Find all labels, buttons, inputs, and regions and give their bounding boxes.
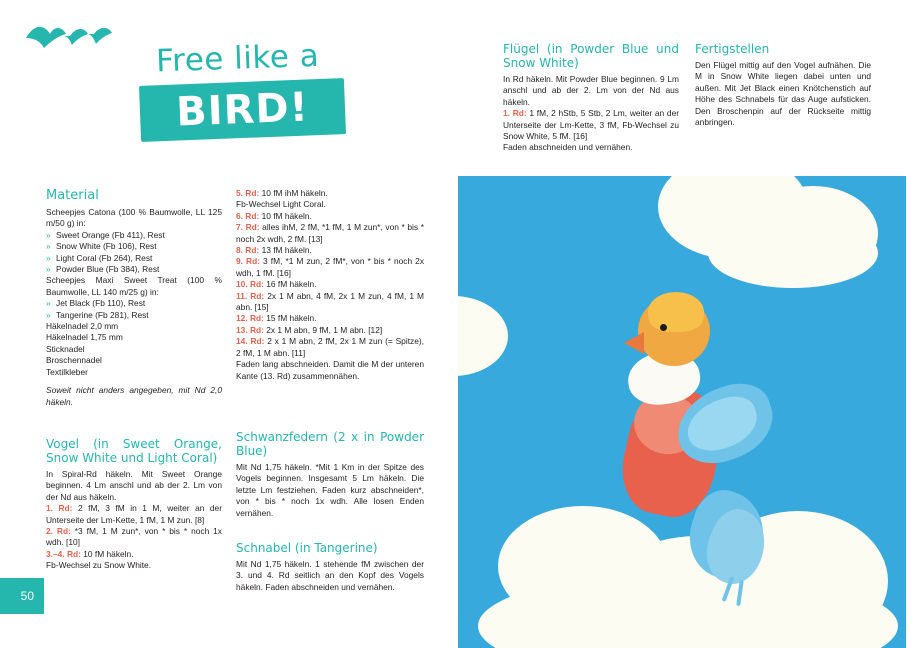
material-intro-2: Scheepjes Maxi Sweet Treat (100 % Baumwolle, LL 140 m/25 g) in: [46,275,222,297]
list-item: » Light Coral (Fb 264), Rest [46,253,222,264]
title-badge [139,78,346,142]
row-label: 10. Rd: [236,279,264,290]
rows-closing: Faden lang abschneiden. Damit die M der unteren Kante (13. Rd) zusammennähen. [236,359,424,381]
row-text: 10 fM häkeln. [80,548,134,559]
row-label: 6. Rd: [236,210,260,221]
page-title [140,38,470,138]
title-line-1: Free like a [155,37,320,80]
schwanzfedern-body: Mit Nd 1,75 häkeln. *Mit 1 Km in der Spitze des Vogels beginnen. Insgesamt 5 Lm häkeln. Die letzte Lm festziehen. Faden kurz abschneiden*, von * bis * noch 1x wdh. Alle losen Enden vernähen. [236,462,424,518]
fertigstellen-section [695,42,871,128]
vogel-section [46,437,222,572]
material-heading: Material [46,188,99,203]
row-label: 11. Rd: [236,290,265,301]
row-text: 2 x 1 M abn, 2 fM, 2x 1 M zun (= Spitze), 2 fM, 1 M abn. [11] [236,336,424,358]
cloud-shape [458,296,508,376]
list-item: » Sweet Orange (Fb 411), Rest [46,230,222,241]
list-item: » Tangerine (Fb 281), Rest [46,310,222,321]
row-entry [236,256,424,279]
list-item: » Jet Black (Fb 110), Rest [46,298,222,309]
fluegel-heading: Flügel (in Powder Blue und Snow White) [503,42,679,70]
row-entry [236,188,424,199]
row-label: 7. Rd: [236,222,260,233]
material-tool-2: Sticknadel [46,343,85,354]
bird-beak [624,332,644,354]
row-label: 1. Rd: [46,503,73,514]
vogel-row-2 [46,526,222,549]
vogel-row-3 [46,549,222,560]
material-note: Soweit nicht anders angegeben, mit Nd 2,0 häkeln. [46,385,222,407]
schnabel-heading: Schnabel (in Tangerine) [236,541,378,555]
row-text: 16 fM häkeln. [263,279,317,290]
fluegel-section [503,42,679,154]
row-text: *3 fM, 1 M zun*, von * bis * noch 1x wdh. [10] [46,526,222,548]
fluegel-closing: Faden abschneiden und vernähen. [503,142,633,153]
fertigstellen-body: Den Flügel mittig auf den Vogel aufnähen. Die M in Snow White liegen dabei unten und außen. Mit Jet Black einen Knötchenstich auf Höhe des Schnabels für das Auge aufsticken. Den Broschenpin auf der Rückseite mittig anbringen. [695,60,871,128]
schnabel-body: Mit Nd 1,75 häkeln. 1 stehende fM zwischen der 3. und 4. Rd seitlich an den Kopf des Vogels häkeln. Faden abschneiden und vernähen. [236,559,424,592]
row-entry [236,291,424,314]
row-entry [236,222,424,245]
cloud-shape [708,218,878,288]
row-text: 10 fM ihM häkeln. [259,188,328,198]
vogel-row-1 [46,503,222,526]
crochet-bird [608,296,808,586]
row-label: 12. Rd: [236,313,264,324]
material-yarn-list-1 [46,230,222,276]
row-text: 3 fM, *1 M zun, 2 fM*, von * bis * noch 2x wdh, 1 fM. [16] [236,256,425,278]
rows-section [236,188,424,382]
fertigstellen-heading: Fertigstellen [695,42,770,56]
row-entry [236,211,424,222]
bird-head-top [648,292,704,332]
row-entry [236,199,424,210]
row-text: 2 fM, 3 fM in 1 M, weiter an der Unterseite der Lm-Kette, 1 fM, 1 M zun. [8] [46,503,222,525]
material-tool-0: Häkelnadel 2,0 mm [46,321,119,332]
schwanzfedern-section [236,430,424,519]
title-line-2: BIRD! [175,84,310,136]
material-intro: Scheepjes Catona (100 % Baumwolle, LL 125 m/50 g) in: [46,207,222,229]
vogel-color-change: Fb-Wechsel zu Snow White. [46,560,152,571]
bird-swoosh-icon [24,22,134,52]
row-label: 14. Rd: [236,336,265,347]
material-yarn-list-2 [46,298,222,321]
row-text: 2x 1 M abn, 9 fM, 1 M abn. [12] [263,324,383,335]
row-entry [236,325,424,336]
list-item: » Powder Blue (Fb 384), Rest [46,264,222,275]
schnabel-section [236,541,424,593]
row-entry [236,245,424,256]
material-section [46,188,222,408]
row-entry [236,336,424,359]
vogel-body: In Spiral-Rd häkeln. Mit Sweet Orange beginnen. 4 Lm anschl und ab der 2. Lm von der Nd aus häkeln. [46,469,222,502]
row-text: alles ihM, 2 fM, *1 fM, 1 M zun*, von * bis * noch 2x wdh, 2 fM. [13] [236,222,424,244]
row-text: 1 fM, 2 hStb, 5 Stb, 2 Lm, weiter an der Unterseite der Lm-Kette, 3 fM, Fb-Wechsel zu Snow White, 5 fM. [16] [503,108,680,142]
list-item: » Snow White (Fb 106), Rest [46,241,222,252]
row-text: 2x 1 M abn, 4 fM, 2x 1 M zun, 4 fM, 1 M abn. [15] [236,290,424,313]
vogel-heading: Vogel (in Sweet Orange, Snow White und Light Coral) [46,437,222,465]
fluegel-row-1 [503,108,679,142]
row-label: 1. Rd: [503,108,527,119]
row-entry [236,279,424,290]
row-text: Fb-Wechsel Light Coral. [236,199,326,210]
row-label: 9. Rd: [236,256,260,267]
schwanzfedern-heading: Schwanzfedern (2 x in Powder Blue) [236,430,424,458]
page-number: 50 [0,578,44,614]
row-entry [236,313,424,324]
row-text: 15 fM häkeln. [263,313,317,324]
material-tool-4: Textilkleber [46,366,88,377]
row-text: 13 fM häkeln. [259,245,312,256]
row-label: 13. Rd: [236,324,264,335]
fluegel-body: In Rd häkeln. Mit Powder Blue beginnen. 9 Lm anschl und ab der 2. Lm von der Nd aus häkeln. [503,74,679,107]
crochet-bird-brooch-photo [458,176,906,648]
bird-eye [660,324,667,331]
material-tool-1: Häkelnadel 1,75 mm [46,332,123,343]
row-label: 5. Rd: [236,188,260,198]
row-label: 3.–4. Rd: [46,548,81,559]
row-label: 2. Rd: [46,526,71,537]
material-tool-3: Broschennadel [46,355,102,366]
row-label: 8. Rd: [236,245,260,256]
row-text: 10 fM häkeln. [259,210,312,221]
